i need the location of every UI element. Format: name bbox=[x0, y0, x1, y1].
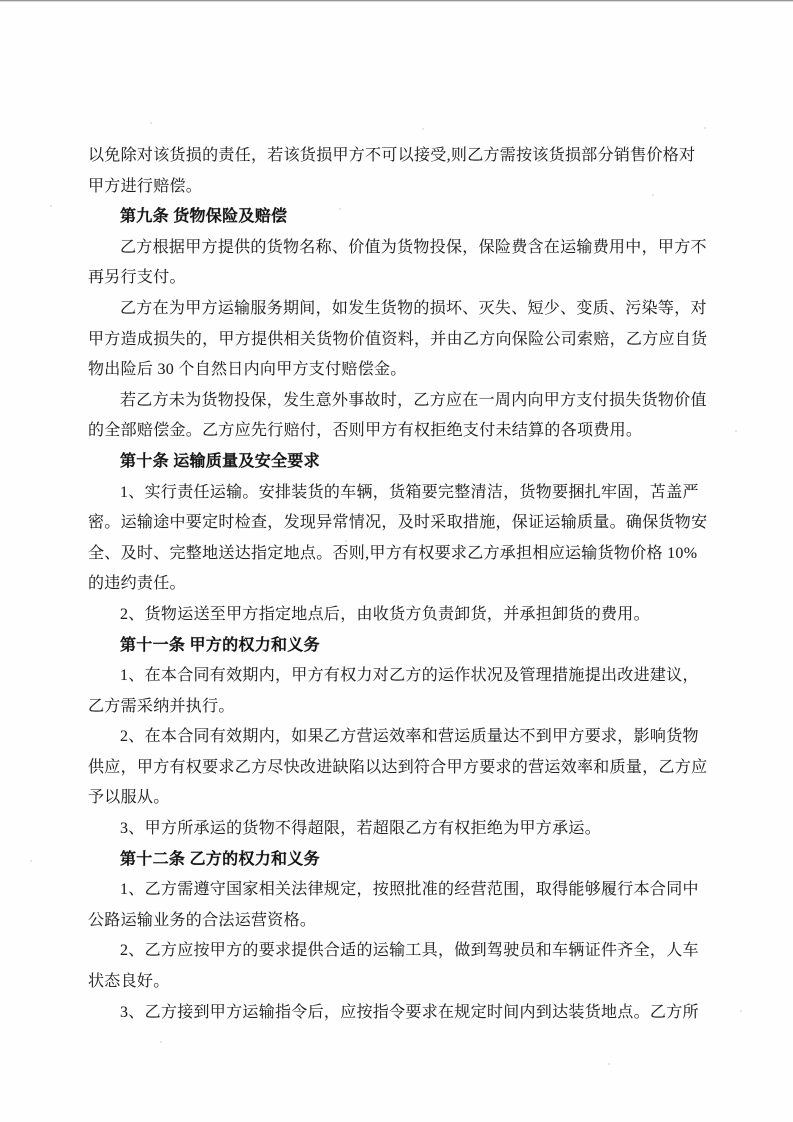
section-heading: 第十条 运输质量及安全要求 bbox=[120, 452, 320, 470]
scan-edge-artifact bbox=[0, 0, 793, 2]
scan-speckle bbox=[50, 205, 52, 207]
text-line: 的违约责任。 bbox=[88, 575, 186, 593]
text-line: 以免除对该货损的责任，若该货损甲方不可以接受,则乙方需按该货损部分销售价格对 bbox=[88, 147, 696, 164]
text-line: 3、乙方接到甲方运输指令后，应按指令要求在规定时间内到达装货地点。乙方所 bbox=[120, 1003, 699, 1021]
text-line: 公路运输业务的合法运营资格。 bbox=[88, 911, 317, 929]
text-line: 供应，甲方有权要求乙方尽快改进缺陷以达到符合甲方要求的营运效率和质量，乙方应 bbox=[88, 758, 708, 776]
text-line: 再另行支付。 bbox=[88, 269, 186, 287]
scan-speckle bbox=[422, 128, 424, 130]
scan-speckle bbox=[704, 127, 706, 129]
text-line: 2、乙方应按甲方的要求提供合适的运输工具，做到驾驶员和车辆证件齐全，人车 bbox=[120, 942, 699, 960]
scan-speckle bbox=[740, 1010, 742, 1012]
text-line: 2、货物运送至甲方指定地点后，由收货方负责卸货，并承担卸货的费用。 bbox=[120, 605, 650, 623]
scan-speckle bbox=[160, 1041, 162, 1043]
scan-speckle bbox=[735, 430, 737, 432]
text-line: 1、在本合同有效期内，甲方有权力对乙方的运作状况及管理措施提出改进建议， bbox=[120, 667, 699, 685]
text-line: 甲方进行赔偿。 bbox=[88, 177, 203, 195]
text-line: 甲方造成损失的，甲方提供相关货物价值资料，并由乙方向保险公司索赔，乙方应自货 bbox=[88, 330, 708, 348]
document-text bbox=[88, 141, 714, 1028]
text-line: 3、甲方所承运的货物不得超限，若超限乙方有权拒绝为甲方承运。 bbox=[120, 820, 602, 838]
text-line: 乙方根据甲方提供的货物名称、价值为货物投保，保险费含在运输费用中，甲方不 bbox=[120, 238, 707, 256]
text-line: 2、在本合同有效期内，如果乙方营运效率和营运质量达不到甲方要求，影响货物 bbox=[120, 728, 699, 746]
section-heading: 第十二条 乙方的权力和义务 bbox=[120, 850, 320, 868]
section-heading: 第十一条 甲方的权力和义务 bbox=[120, 636, 320, 654]
text-line: 全、及时、完整地送达指定地点。否则,甲方有权要求乙方承担相应运输货物价格 10% bbox=[88, 544, 698, 562]
text-line: 1、实行责任运输。安排装货的车辆，货箱要完整清洁，货物要捆扎牢固，苫盖严 bbox=[120, 483, 699, 501]
text-line: 若乙方未为货物投保，发生意外事故时，乙方应在一周内向甲方支付损失货物价值 bbox=[120, 391, 707, 409]
text-line: 予以服从。 bbox=[88, 789, 170, 807]
text-line: 1、乙方需遵守国家相关法律规定，按照批准的经营范围，取得能够履行本合同中 bbox=[120, 881, 699, 899]
section-heading: 第九条 货物保险及赔偿 bbox=[120, 208, 288, 226]
scan-speckle bbox=[30, 860, 32, 862]
text-line: 状态良好。 bbox=[88, 973, 170, 991]
scan-speckle bbox=[608, 1063, 610, 1065]
text-line: 乙方需采纳并执行。 bbox=[88, 697, 235, 715]
text-line: 的全部赔偿金。乙方应先行赔付，否则甲方有权拒绝支付未结算的各项费用。 bbox=[88, 422, 643, 440]
text-line: 物出险后 30 个自然日内向甲方支付赔偿金。 bbox=[88, 361, 407, 379]
scan-speckle bbox=[150, 122, 152, 124]
text-line: 密。运输途中要定时检查，发现异常情况，及时采取措施，保证运输质量。确保货物安 bbox=[88, 514, 708, 532]
text-line: 乙方在为甲方运输服务期间，如发生货物的损坏、灭失、短少、变质、污染等，对 bbox=[120, 299, 707, 317]
